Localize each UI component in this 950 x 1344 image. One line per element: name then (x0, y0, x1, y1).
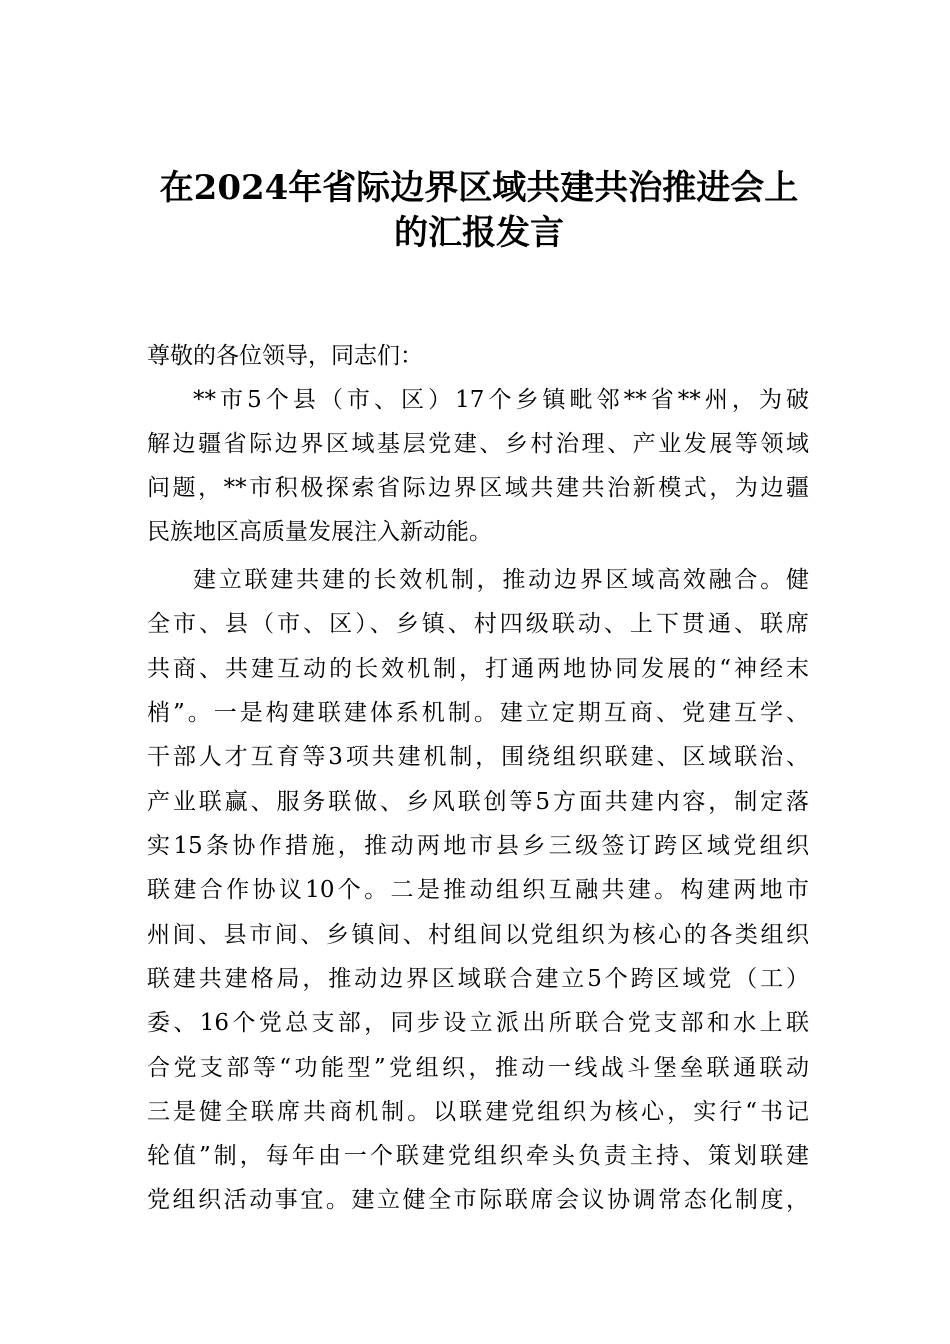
body-line: 联建合作协议10个。二是推动组织互融共建。构建两地市 (147, 877, 809, 903)
body-line: 党组织活动事宜。建立健全市际联席会议协调常态化制度， (147, 1187, 809, 1213)
body-line: 民族地区高质量发展注入新动能。 (147, 519, 492, 545)
body-line: 梢”。一是构建联建体系机制。建立定期互商、党建互学、 (147, 700, 809, 726)
body-line: 州间、县市间、乡镇间、村组间以党组织为核心的各类组织 (147, 922, 809, 948)
body-line: 联建共建格局，推动边界区域联合建立5个跨区域党（工） (147, 966, 809, 992)
body-line: 轮值”制，每年由一个联建党组织牵头负责主持、策划联建 (147, 1143, 809, 1169)
body-line: 共商、共建互动的长效机制，打通两地协同发展的“神经末 (147, 656, 809, 682)
body-line: 合党支部等“功能型”党组织，推动一线战斗堡垒联通联动 (147, 1055, 809, 1081)
document-title-line-1: 在2024年省际边界区域共建共治推进会上 (159, 168, 799, 208)
body-line: 干部人才互育等3项共建机制，围绕组织联建、区域联治、 (147, 744, 809, 770)
document-title-line-2: 的汇报发言 (394, 213, 564, 253)
body-line: 委、16个党总支部，同步设立派出所联合党支部和水上联 (147, 1010, 809, 1036)
body-line: **市5个县（市、区）17个乡镇毗邻**省**州，为破 (193, 387, 809, 413)
body-line: 实15条协作措施，推动两地市县乡三级签订跨区域党组织 (147, 833, 809, 859)
body-line: 建立联建共建的长效机制，推动边界区域高效融合。健 (193, 567, 809, 593)
body-line: 三是健全联席共商机制。以联建党组织为核心，实行“书记 (147, 1099, 809, 1125)
body-line: 产业联赢、服务联做、乡风联创等5方面共建内容，制定落 (147, 789, 809, 815)
body-line: 问题，**市积极探索省际边界区域共建共治新模式，为边疆 (147, 475, 809, 501)
body-line: 解边疆省际边界区域基层党建、乡村治理、产业发展等领域 (147, 431, 809, 457)
body-line: 全市、县（市、区）、乡镇、村四级联动、上下贯通、联席 (147, 611, 809, 637)
salutation: 尊敬的各位领导，同志们： (147, 343, 423, 369)
